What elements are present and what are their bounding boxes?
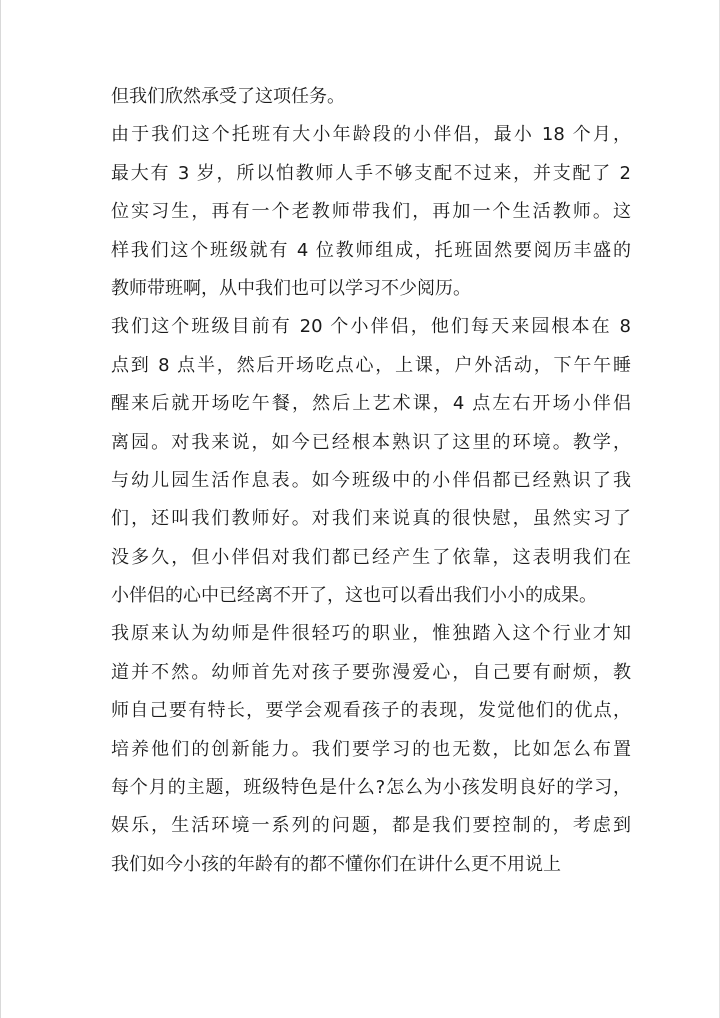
text-line: 培养他们的创新能力。我们要学习的也无数，比如怎么布置 <box>111 738 631 760</box>
text-line: 师自己要有特长，要学会观看孩子的表现，发觉他们的优点， <box>111 700 631 722</box>
paragraph <box>111 78 631 116</box>
text-line: 我原来认为幼师是件很轻巧的职业，惟独踏入这个行业才知 <box>111 623 631 645</box>
text-line: 样我们这个班级就有 4 位教师组成，托班固然要阅历丰盛的 <box>111 239 631 261</box>
text-line: 但我们欣然承受了这项任务。 <box>111 86 345 107</box>
text-line: 道并不然。幼师首先对孩子要弥漫爱心，自己要有耐烦，教 <box>111 661 631 683</box>
text-line: 娱乐，生活环境一系列的问题，都是我们要控制的，考虑到 <box>111 815 631 837</box>
text-line: 离园。对我来说，如今已经根本熟识了这里的环境。教学， <box>111 431 631 453</box>
text-line: 醒来后就开场吃午餐，然后上艺术课，4 点左右开场小伴侣 <box>111 393 631 415</box>
text-line: 每个月的主题，班级特色是什么?怎么为小孩发明良好的学习， <box>111 777 631 799</box>
text-line: 点到 8 点半，然后开场吃点心，上课，户外活动，下午午睡 <box>111 354 631 376</box>
text-line: 我们这个班级目前有 20 个小伴侣，他们每天来园根本在 8 <box>111 316 631 338</box>
text-line: 最大有 3 岁，所以怕教师人手不够支配不过来，并支配了 2 <box>111 162 631 184</box>
text-line: 我们如今小孩的年龄有的都不懂你们在讲什么更不用说上 <box>111 853 561 875</box>
paragraph <box>111 116 631 308</box>
text-line: 位实习生，再有一个老教师带我们，再加一个生活教师。这 <box>111 201 631 223</box>
text-line: 由于我们这个托班有大小年龄段的小伴侣，最小 18 个月， <box>111 124 631 146</box>
text-line: 小伴侣的心中已经离不开了，这也可以看出我们小小的成果。 <box>111 585 597 607</box>
text-line: 没多久，但小伴侣对我们都已经产生了依靠，这表明我们在 <box>111 546 631 568</box>
text-line: 与幼儿园生活作息表。如今班级中的小伴侣都已经熟识了我 <box>111 469 631 491</box>
text-line: 教师带班啊，从中我们也可以学习不少阅历。 <box>111 277 471 299</box>
paragraph <box>111 308 631 615</box>
text-line: 们，还叫我们教师好。对我们来说真的很快慰，虽然实习了 <box>111 508 631 530</box>
paragraph <box>111 615 631 884</box>
body-text <box>111 78 631 884</box>
